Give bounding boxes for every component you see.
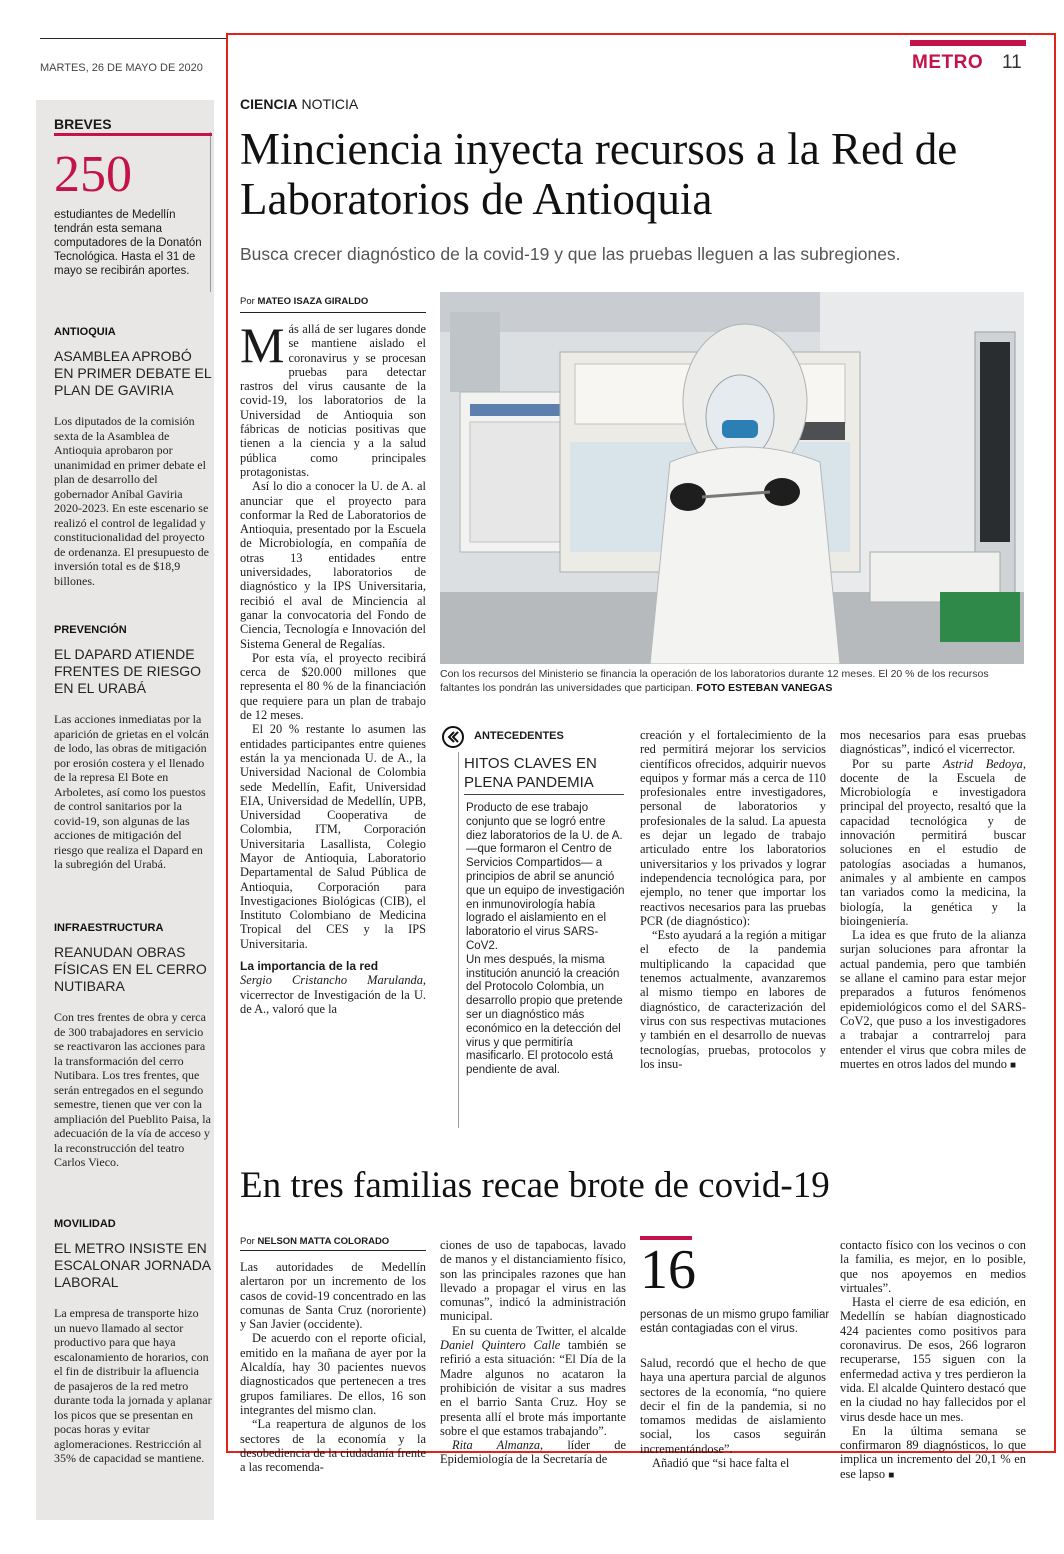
lab-photo-illustration bbox=[440, 292, 1024, 664]
antecedentes-label: ANTECEDENTES bbox=[474, 730, 564, 742]
article-column-3 bbox=[640, 728, 826, 1071]
person-name: Daniel Quintero Calle bbox=[440, 1338, 561, 1353]
sidebar-headline-infraestructura: REANUDAN OBRAS FÍSICAS EN EL CERRO NUTIBARA bbox=[54, 944, 207, 994]
paragraph: “Esto ayudará a la región a mitigar el efecto de la pandemia multiplicando la capacidad que tenemos actualmente, avanzaremos al mismo tiempo en labores de diagnóstico, de caracterización del virus con sus respectivas mutaciones y también en el desarrollo de nuevas tecnologías, pruebas, protocolos y los insu- bbox=[640, 928, 826, 1071]
antecedentes-bar bbox=[458, 798, 459, 1128]
article-subhead: Busca crecer diagnóstico de la covid-19 y que las pruebas lleguen a las subregiones. bbox=[240, 244, 901, 264]
article2-byline bbox=[240, 1236, 389, 1247]
photo-caption bbox=[440, 668, 1024, 695]
person-name: Sergio Cristancho Marulanda, bbox=[240, 973, 426, 988]
antecedentes-title: HITOS CLAVES EN PLENA PANDEMIA bbox=[464, 755, 597, 791]
caption-text: Con los recursos del Ministerio se financia la operación de los laboratorios durante 12 meses. El 20 % de los recursos faltantes los pondrán las universidades que participan. bbox=[440, 668, 989, 694]
antecedentes-rule bbox=[464, 794, 624, 795]
sidebar-headline-prevencion: EL DAPARD ATIENDE FRENTES DE RIESGO EN EL URABÁ bbox=[54, 646, 202, 696]
end-mark: ■ bbox=[888, 1469, 895, 1481]
paragraph bbox=[240, 973, 426, 1016]
breves-text: estudiantes de Medellín tendrán esta semana computadores de la Donatón Tecnológica. Hasta el 31 de mayo se recibirán aportes. bbox=[54, 209, 202, 277]
person-name: Astrid Bedoya, bbox=[942, 756, 1026, 771]
top-rule bbox=[40, 38, 226, 39]
paragraph bbox=[840, 757, 1026, 929]
inline-subhead: La importancia de la red bbox=[240, 959, 379, 974]
sidebar-body-antioquia: Los diputados de la comisión sexta de la Asamblea de Antioquia aprobaron por unanimidad en primer debate el plan de desarrollo del gobernador Aníbal Gaviria 2020-2023. En este escenario se realizó el control de legalidad y constitucionalidad del proyecto de ordenanza. El presupuesto de inversión total es de $18,9 billones. bbox=[54, 414, 209, 588]
paragraph bbox=[840, 928, 1026, 1073]
sidebar-body-movilidad: La empresa de transporte hizo un nuevo llamado al sector productivo para que haya escalonamiento de horarios, con el fin de distribuir la afluencia de pasajeros de la red metro durante toda la jornada y aplanar los picos que se presentan en pocas horas y evitar aglomeraciones. Restricción al 35% de capacidad se mantiene. bbox=[54, 1306, 212, 1465]
paragraph: “La reapertura de algunos de los sectores de la economía y la desobediencia de la ciudadanía frente a las recomenda- bbox=[240, 1417, 426, 1475]
article-column-4 bbox=[840, 728, 1026, 1073]
sidebar-kicker-antioquia: ANTIOQUIA bbox=[54, 326, 116, 338]
article-column-1 bbox=[240, 317, 426, 1016]
paragraph-text: vicerrector de Investigación de la U. de A., valoró que la bbox=[240, 987, 426, 1016]
paragraph: El 20 % restante lo asumen las entidades participantes entre quienes están la ya mencionada U. de A., la Universidad Nacional de Colombia sede Medellín, Eafit, Universidad EIA, Universidad de Medellín, UPB, Universidad Cooperativa de Colombia, ITM, Corporación Universitaria Lasallista, Colegio Mayor de Antioquia, Laboratorio Departamental de Salud Pública de Antioquia, Corporación para Investigaciones Biológicas (CIB), el Instituto Colombiano de Medicina Tropical del CES y la IPS Universitaria. bbox=[240, 722, 426, 951]
date-line: MARTES, 26 DE MAYO DE 2020 bbox=[40, 62, 203, 74]
article-byline bbox=[240, 296, 368, 307]
paragraph-text: docente de la Escuela de Microbiología e investigadora principal del proyecto, resaltó que la capacidad tecnológica y de innovación permitirá buscar soluciones en el estudio de patologías asociadas a humanos, animales y al ambiente en campos tan variados como la medicina, la biología, la genética y la bioingeniería. bbox=[840, 770, 1026, 928]
paragraph-text: En la última semana se confirmaron 89 diagnósticos, lo que implica un incremento del 20,1 % en ese lapso bbox=[840, 1423, 1026, 1481]
sidebar-body-prevencion: Las acciones inmediatas por la aparición de grietas en el volcán de lodo, las obras de mitigación por erosión costera y el llenado de la represa El Bote en Arboletes, así como los puestos de control sanitarios por la covid-19, son algunas de las acciones de mitigación del riesgo que realiza el Dapard en la subregión del Urabá. bbox=[54, 712, 209, 871]
byline-rule bbox=[240, 1250, 426, 1251]
sidebar-kicker-infraestructura: INFRAESTRUCTURA bbox=[54, 922, 164, 934]
sidebar-body-infraestructura: Con tres frentes de obra y cerca de 300 trabajadores en servicio se reactivaron las acciones para la transformación del cerro Nutibara. Los tres frentes, que serán entregados en el segundo semestre, tienen que ver con la ampliación del Pueblito Paisa, la adecuación de la vía de acceso y la reconstrucción del teatro Carlos Vieco. bbox=[54, 1010, 211, 1169]
article2-column-4 bbox=[840, 1238, 1026, 1483]
paragraph-text: La idea es que fruto de la alianza surjan soluciones para afrontar la actual pandemia, pero que también se allane el camino para estar mejor preparados a futuros fenómenos epidemiológicos como el del SARS-CoV2, que puso a los investigadores a trabajar a contrarreloj para entender el virus que cobra miles de muertes en otros lados del mundo bbox=[840, 928, 1026, 1071]
article-kicker bbox=[240, 96, 358, 112]
sidebar-headline-antioquia: ASAMBLEA APROBÓ EN PRIMER DEBATE EL PLAN DE GAVIRIA bbox=[54, 348, 212, 398]
paragraph bbox=[240, 317, 426, 479]
page-number: 11 bbox=[1002, 52, 1022, 73]
sidebar-kicker-prevencion: PREVENCIÓN bbox=[54, 624, 127, 636]
paragraph: creación y el fortalecimiento de la red permitirá mejorar los servicios científicos ofrecidos, adquirir nuevos equipos y formar más a cerca de 110 profesionales entre investigadores, personal de laboratorios y profesionales de la salud. La apuesta es dejar un legado de trabajo articulado entre los laboratorios universitarios y los privados y lograr independencia tecnológica para, por ejemplo, no tener que importar los reactivos necesarios para las pruebas PCR (de diagnóstico): bbox=[640, 728, 826, 928]
paragraph: ciones de uso de tapabocas, lavado de manos y el distanciamiento físico, son las principales razones que han llevado a propagar el virus en las comunas”, indicó la administración municipal. bbox=[440, 1238, 626, 1324]
breves-rule bbox=[54, 133, 212, 136]
chevron-left-icon bbox=[442, 726, 464, 748]
antecedentes-paragraph: Un mes después, la misma institución anunció la creación del Protocolo Colombia, un desarrollo propio que pretende ser un diagnóstico más económico en la detección del virus y que permitiría masificarlo. El protocolo está pendiente de aval. bbox=[466, 953, 623, 1077]
article2-column-3 bbox=[640, 1356, 826, 1470]
paragraph-text: ás allá de ser lugares donde se mantiene aislado el coronavirus y se procesan pruebas para detectar rastros del virus causante de la covid-19, los laboratorios de la Universidad de Antioquia son fábricas de noticias positivas que tienen a la ciencia y a la salud pública como principales protagonistas. bbox=[240, 322, 426, 479]
paragraph bbox=[840, 1424, 1026, 1483]
paragraph: Hasta el cierre de esa edición, en Medellín se habían diagnosticado 424 pacientes como positivos para coronavirus. De esos, 266 lograron recuperarse, 155 siguen con la enfermedad activa y tres perdieron la vida. El alcalde Quintero destacó que en la ciudad no hay fallecidos por el virus desde hace un mes. bbox=[840, 1295, 1026, 1424]
paragraph: mos necesarios para esas pruebas diagnósticas”, indicó el vicerrector. bbox=[840, 728, 1026, 757]
breves-number: 250 bbox=[54, 146, 132, 203]
paragraph-text: líder de Epidemiología de la Secretaría de bbox=[440, 1438, 626, 1467]
byline-author: MATEO ISAZA GIRALDO bbox=[257, 296, 369, 307]
antecedentes-paragraph: Producto de ese trabajo conjunto que se logró entre diez laboratorios de la U. de A. —que formaron el Centro de Servicios Compartidos— a principios de abril se anunció que un equipo de investigación en inmunovirología había logrado el aislamiento en el laboratorio el virus SARS-CoV2. bbox=[466, 802, 625, 952]
byline-prefix: Por bbox=[240, 296, 255, 307]
paragraph: Las autoridades de Medellín alertaron por un incremento de los casos de covid-19 concentrado en las comunas de Santa Cruz (nororiente) y San Javier (occidente). bbox=[240, 1260, 426, 1332]
paragraph: De acuerdo con el reporte oficial, emitido en la mañana de ayer por la Alcaldía, hay 30 pacientes nuevos diagnosticados que pertenecen a tres grupos familiares. De ellos, 16 son integrantes del mismo clan. bbox=[240, 1331, 426, 1417]
breves-label: BREVES bbox=[54, 116, 112, 132]
paragraph-text: En su cuenta de Twitter, el alcalde bbox=[452, 1323, 626, 1338]
photo-credit: FOTO ESTEBAN VANEGAS bbox=[696, 681, 833, 694]
paragraph-text: también se refirió a esta situación: “El Día de la Madre algunos no acataron la prohibición de visitar a sus madres en el barrio Santa Cruz. Hoy se presenta allí el brote más importante sobre el que estamos trabajando”. bbox=[440, 1338, 626, 1438]
highlight-number: 16 bbox=[640, 1239, 696, 1301]
end-mark: ■ bbox=[1010, 1059, 1017, 1071]
person-name: Rita Almanza, bbox=[452, 1438, 544, 1453]
paragraph: Así lo dio a conocer la U. de A. al anunciar que el proyecto para conformar la Red de Laboratorios de Antioquia, presentado por la Escuela de Microbiología, en compañía de otras 13 entidades entre universidades, laboratorios de diagnóstico y la IPS Universitaria, recibió el aval de Minciencia al ganar la convocatoria del Fondo de Ciencia, Tecnología e Innovación del Sistema General de Regalías. bbox=[240, 479, 426, 651]
highlight-text: personas de un mismo grupo familiar están contagiadas con el virus. bbox=[640, 1309, 830, 1335]
paragraph: Añadió que “si hace falta el bbox=[652, 1456, 790, 1471]
article2-column-2 bbox=[440, 1238, 626, 1467]
paragraph: Por esta vía, el proyecto recibirá cerca de $20.000 millones que representa el 80 % de la financiación que requiere para un plan de trabajo de 12 meses. bbox=[240, 650, 426, 723]
kicker-section: CIENCIA bbox=[240, 96, 298, 112]
dropcap: M bbox=[240, 317, 285, 373]
paragraph bbox=[440, 1324, 626, 1438]
section-name: METRO bbox=[912, 52, 984, 73]
paragraph-text: Por su parte bbox=[852, 756, 931, 771]
article2-column-1 bbox=[240, 1260, 426, 1474]
byline-rule bbox=[240, 312, 426, 313]
article2-headline: En tres familias recae brote de covid-19 bbox=[240, 1165, 830, 1206]
paragraph: Salud, recordó que el hecho de que haya una apertura parcial de algunos sectores de la economía, “no quiere decir el fin de la pandemia, si no tomamos medidas de aislamiento social, los casos seguirán incrementándose”. bbox=[640, 1356, 826, 1456]
kicker-type: NOTICIA bbox=[301, 96, 359, 112]
byline-author: NELSON MATTA COLORADO bbox=[257, 1236, 390, 1247]
article-photo bbox=[440, 292, 1024, 664]
article-headline: Minciencia inyecta recursos a la Red de Laboratorios de Antioquia bbox=[240, 124, 958, 224]
paragraph: contacto físico con los vecinos o con la familia, es mejor, en lo posible, que nos apoyemos en medios virtuales”. bbox=[840, 1238, 1026, 1295]
paragraph bbox=[440, 1438, 626, 1467]
sidebar-kicker-movilidad: MOVILIDAD bbox=[54, 1218, 116, 1230]
sidebar-headline-movilidad: EL METRO INSISTE EN ESCALONAR JORNADA LABORAL bbox=[54, 1240, 211, 1290]
antecedentes-body bbox=[466, 802, 626, 1078]
byline-prefix: Por bbox=[240, 1236, 255, 1247]
